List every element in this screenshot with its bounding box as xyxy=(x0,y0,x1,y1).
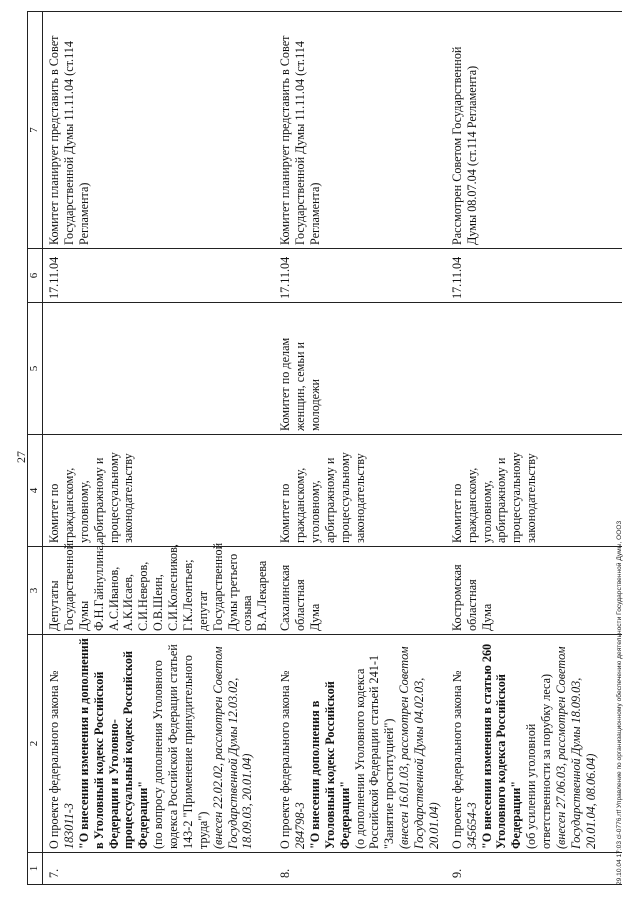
header-row xyxy=(28,12,43,885)
review-date: 17.11.04 xyxy=(448,249,622,303)
col-header-5: 5 xyxy=(28,303,43,435)
bill-note: (о дополнении Уголовного кодекса Российской Федерации статьей 241-1 "Занятие проституцией") xyxy=(352,655,397,849)
bill-note: (об усилении уголовной ответственности за порубку леса) xyxy=(524,673,553,849)
co-committee xyxy=(448,303,622,435)
table-row xyxy=(43,12,277,885)
bill-title-prefix: О проекте федерального закона № xyxy=(278,670,293,849)
bill-note: (по вопросу дополнения Уголовного кодекса Российской Федерации статьей 143-2 "Применение принудительного труда") xyxy=(151,644,210,849)
bill-number: 183011-3 xyxy=(61,803,76,849)
col-header-1: 1 xyxy=(28,853,43,885)
bill-title-prefix: О проекте федерального закона № xyxy=(47,670,61,849)
review-date: 17.11.04 xyxy=(276,249,448,303)
bill-history: (внесен 16.01.03, рассмотрен Советом Государственной Думы 04.02.03, 20.01.04) xyxy=(397,646,441,849)
col-header-7: 7 xyxy=(28,12,43,249)
bill-description xyxy=(448,635,622,853)
bill-name: "О внесении дополнения в Уголовный кодекс Российской Федерации" xyxy=(307,681,352,849)
responsible-committee: Комитет по гражданскому, уголовному, арбитражному и процессуальному законодательству xyxy=(448,435,622,547)
bill-description xyxy=(43,635,277,853)
col-header-3: 3 xyxy=(28,547,43,635)
col-header-6: 6 xyxy=(28,249,43,303)
bill-name: "О внесении изменения и дополнений в Уголовный кодекс Российской Федерации и Уголовно-процессуальный кодекс Российской Федерации" xyxy=(76,638,151,849)
bill-title-prefix: О проекте федерального закона № xyxy=(449,670,464,849)
co-committee: Комитет по делам женщин, семьи и молодежи xyxy=(276,303,448,435)
bill-status: Комитет планирует представить в Совет Государственной Думы 11.11.04 (ст.114 Регламента) xyxy=(43,12,277,249)
responsible-committee: Комитет по гражданскому, уголовному, арбитражному и процессуальному законодательству xyxy=(43,435,277,547)
col-header-2: 2 xyxy=(28,635,43,853)
table-row xyxy=(448,12,622,885)
review-date: 17.11.04 xyxy=(43,249,277,303)
bill-author: Депутаты Государственной Думы Ф.Н.Гайнуллина, А.С.Иванов, А.К.Исаев, С.И.Неверов, О.В.Шеин, С.И.Колесников, Г.К.Леонтьев; депутат Государственной Думы третьего созыва В.А.Лекарева xyxy=(43,547,277,635)
bill-number: 345654-3 xyxy=(464,802,479,849)
page-number: 27 xyxy=(14,451,28,463)
responsible-committee: Комитет по гражданскому, уголовному, арбитражному и процессуальному законодательству xyxy=(276,435,448,547)
row-number: 8. xyxy=(276,853,448,885)
print-footer: 29.10.04 17:03 cl-0776.rtf Управление по организационному обеспечению деятельности Государственной Думы, ООО3 xyxy=(616,520,623,885)
bill-status: Комитет планирует представить в Совет Государственной Думы 11.11.04 (ст.114 Регламента) xyxy=(276,12,448,249)
bills-table xyxy=(27,11,622,885)
bill-name: "О внесении изменения в статью 260 Уголовного кодекса Российской Федерации" xyxy=(479,643,524,849)
table-row xyxy=(276,12,448,885)
bill-description xyxy=(276,635,448,853)
bill-history: (внесен 27.06.03, рассмотрен Советом Государственной Думы 18.09.03, 20.01.04, 08.06.04) xyxy=(553,646,598,849)
bill-status: Рассмотрен Советом Государственной Думы 08.07.04 (ст.114 Регламента) xyxy=(448,12,622,249)
bill-history: (внесен 22.02.02, рассмотрен Советом Государственной Думы 12.03.02, 18.09.03, 20.01.04) xyxy=(210,646,255,849)
bill-author: Сахалинская областная Дума xyxy=(276,547,448,635)
col-header-4: 4 xyxy=(28,435,43,547)
row-number: 7. xyxy=(43,853,277,885)
row-number: 9. xyxy=(448,853,622,885)
bill-author: Костромская областная Дума xyxy=(448,547,622,635)
bill-number: 284798-3 xyxy=(293,802,307,849)
co-committee xyxy=(43,303,277,435)
